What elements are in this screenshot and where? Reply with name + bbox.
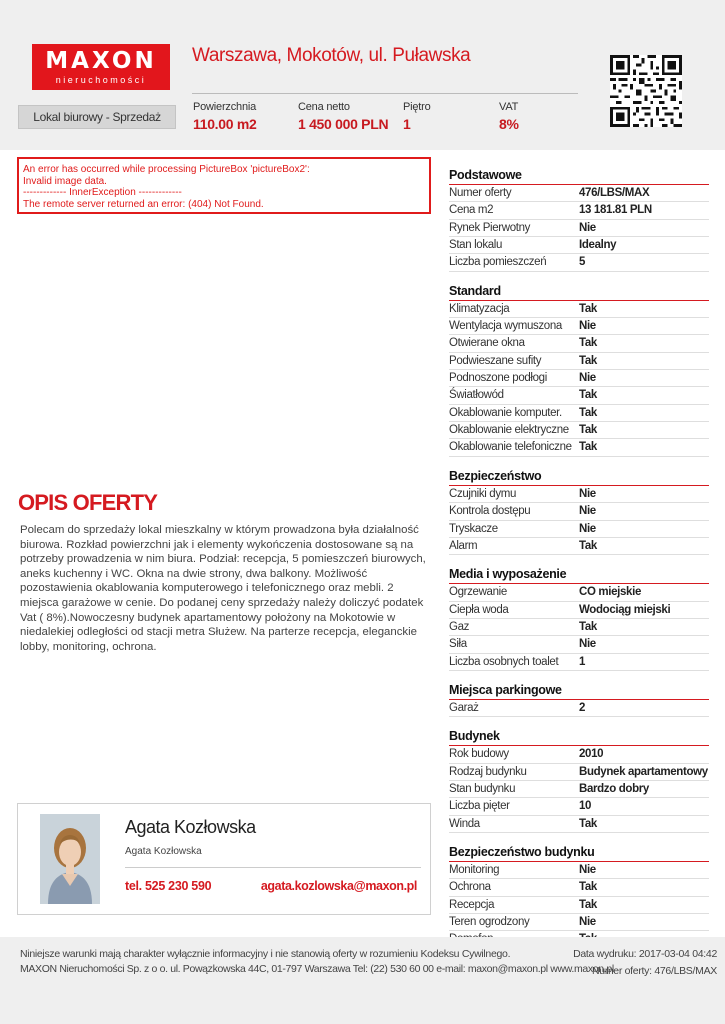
detail-row	[449, 636, 709, 653]
detail-label: Garaż	[449, 701, 479, 714]
detail-label: Tryskacze	[449, 522, 498, 535]
footer-offer-number: Numer oferty: 476/LBS/MAX	[592, 965, 717, 977]
detail-label: Teren ogrodzony	[449, 916, 530, 928]
details-panel	[449, 166, 709, 959]
detail-value: Nie	[579, 487, 596, 500]
detail-row	[449, 538, 709, 555]
detail-label: Otwierane okna	[449, 337, 525, 350]
section-title: Media i wyposażenie	[449, 565, 709, 584]
agent-phone-link[interactable]: tel. 525 230 590	[125, 879, 212, 893]
detail-row	[449, 503, 709, 520]
detail-value: Bardzo dobry	[579, 782, 649, 795]
agent-email-link[interactable]: agata.kozlowska@maxon.pl	[260, 879, 417, 893]
footer	[0, 937, 725, 1024]
detail-row	[449, 237, 709, 254]
logo-main-text: MAXON	[45, 48, 157, 74]
detail-value: Tak	[579, 539, 597, 552]
detail-row	[449, 202, 709, 219]
details-section	[449, 565, 709, 671]
description-text: Polecam do sprzedaży lokal mieszkalny w którym prowadzona była działalność biurowa. Rozkład powierzchni jak i elementy wykończenia dostosowane są na potrzeby prowadzenia w nim biura. Podział: recepcja, 5 pomieszczeń biurowych, aneks kuchenny i WC. Okna na dwie strony, dwa balkony. Możliwość pozostawienia okablowania komputerowego i telefonicznego oraz mebli. 2 miejsca garażowe w cenie. Do podanej ceny sprzedaży należy doliczyć podatek Vat ( 8%).Nowoczesny budynek apartamentowy położony na Mokotowie w niedalekiej odległości od stacji metra Służew. Na parterze recepcja, eleganckie lobby, monitoring, ochrona.	[20, 524, 426, 653]
detail-row	[449, 764, 709, 781]
section-title: Bezpieczeństwo	[449, 467, 709, 486]
detail-value: Idealny	[579, 239, 617, 252]
stat-label: Cena netto	[298, 101, 350, 113]
maxon-logo[interactable]	[32, 44, 170, 90]
detail-value: Nie	[579, 505, 596, 518]
details-section	[449, 467, 709, 555]
image-error-box	[17, 157, 431, 214]
detail-row	[449, 370, 709, 387]
stat-area	[193, 101, 256, 132]
error-line: An error has occurred while processing PictureBox 'pictureBox2':	[23, 164, 310, 175]
detail-label: Stan lokalu	[449, 239, 503, 252]
qr-code-icon[interactable]	[610, 55, 682, 127]
detail-row	[449, 879, 709, 896]
detail-row	[449, 353, 709, 370]
detail-label: Rodzaj budynku	[449, 765, 527, 778]
footer-company-info: MAXON Nieruchomości Sp. z o o. ul. Powązkowska 44C, 01-797 Warszawa Tel: (22) 530 60 00 e-mail: maxon@maxon.pl www.maxon.pl	[20, 963, 614, 975]
details-section	[449, 727, 709, 833]
detail-label: Gaz	[449, 620, 470, 633]
agent-card	[17, 803, 431, 915]
detail-label: Liczba pięter	[449, 800, 510, 813]
detail-value: 10	[579, 800, 592, 813]
detail-value: Nie	[579, 916, 596, 928]
stat-floor	[403, 101, 431, 132]
footer-print-date: Data wydruku: 2017-03-04 04:42	[573, 948, 717, 960]
stat-value: 110.00 m2	[193, 116, 257, 132]
detail-label: Okablowanie elektryczne	[449, 424, 569, 437]
detail-row	[449, 654, 709, 671]
detail-label: Rok budowy	[449, 748, 509, 761]
detail-row	[449, 439, 709, 456]
property-type-badge: Lokal biurowy - Sprzedaż	[18, 105, 176, 129]
detail-value: 5	[579, 256, 586, 269]
detail-row	[449, 584, 709, 601]
details-section	[449, 166, 709, 272]
stat-vat	[499, 101, 519, 132]
header-divider	[192, 93, 578, 94]
stat-label: VAT	[499, 101, 519, 113]
detail-label: Liczba osobnych toalet	[449, 655, 559, 668]
detail-label: Rynek Pierwotny	[449, 221, 531, 234]
detail-value: Tak	[579, 441, 597, 454]
detail-row	[449, 422, 709, 439]
error-line: Invalid image data.	[23, 175, 107, 187]
detail-value: Tak	[579, 898, 597, 911]
section-title: Podstawowe	[449, 166, 709, 185]
detail-value: Nie	[579, 863, 596, 876]
details-section	[449, 282, 709, 457]
detail-value: Nie	[579, 320, 596, 333]
detail-label: Liczba pomieszczeń	[449, 256, 547, 269]
error-line: ------------- InnerException -------------	[23, 187, 182, 198]
detail-label: Winda	[449, 817, 480, 830]
detail-row	[449, 862, 709, 879]
detail-row	[449, 521, 709, 538]
detail-value: Tak	[579, 389, 597, 402]
detail-label: Recepcja	[449, 898, 495, 911]
detail-value: Nie	[579, 372, 596, 385]
detail-value: Wodociąg miejski	[579, 603, 671, 616]
stat-label: Piętro	[403, 101, 431, 113]
detail-value: Tak	[579, 302, 597, 315]
detail-value: 2010	[579, 748, 604, 761]
detail-value: Nie	[579, 638, 596, 651]
description-heading: OPIS OFERTY	[18, 490, 158, 515]
detail-value: Tak	[579, 620, 597, 633]
detail-label: Kontrola dostępu	[449, 505, 531, 518]
detail-value: Tak	[579, 424, 597, 437]
detail-value: Nie	[579, 522, 596, 535]
detail-row	[449, 387, 709, 404]
detail-value: 476/LBS/MAX	[579, 187, 650, 199]
stat-label: Powierzchnia	[193, 101, 257, 113]
agent-name: Agata Kozłowska	[125, 817, 256, 837]
detail-row	[449, 405, 709, 422]
detail-label: Czujniki dymu	[449, 487, 517, 500]
detail-label: Podnoszone podłogi	[449, 372, 547, 385]
detail-row	[449, 700, 709, 717]
agent-divider	[125, 867, 421, 868]
detail-label: Ciepła woda	[449, 603, 509, 616]
header	[0, 0, 725, 150]
error-line: The remote server returned an error: (404) Not Found.	[23, 198, 264, 210]
logo-sub-text: nieruchomości	[55, 75, 147, 85]
footer-disclaimer: Niniejsze warunki mają charakter wyłącznie informacyjny i nie stanowią oferty w rozumieniu Kodeksu Cywilnego.	[20, 948, 511, 960]
detail-row	[449, 185, 709, 202]
detail-label: Numer oferty	[449, 187, 512, 199]
detail-label: Okablowanie telefoniczne	[449, 441, 572, 454]
detail-label: Stan budynku	[449, 782, 516, 795]
detail-label: Podwieszane sufity	[449, 354, 542, 367]
detail-row	[449, 318, 709, 335]
detail-value: Tak	[579, 337, 597, 350]
detail-row	[449, 220, 709, 237]
detail-value: Tak	[579, 881, 597, 894]
detail-row	[449, 798, 709, 815]
detail-label: Ogrzewanie	[449, 586, 507, 599]
agent-subtitle: Agata Kozłowska	[125, 846, 202, 857]
detail-row	[449, 301, 709, 318]
detail-value: 2	[579, 701, 586, 714]
detail-label: Światłowód	[449, 389, 504, 402]
stat-value: 8%	[499, 116, 519, 132]
detail-label: Ochrona	[449, 881, 491, 894]
detail-label: Monitoring	[449, 863, 500, 876]
detail-row	[449, 746, 709, 763]
stat-value: 1	[403, 116, 411, 132]
section-title: Standard	[449, 282, 709, 301]
details-section	[449, 681, 709, 717]
stat-price	[298, 101, 388, 132]
detail-row	[449, 781, 709, 798]
detail-row	[449, 486, 709, 503]
agent-photo	[40, 814, 100, 904]
detail-value: Budynek apartamentowy	[579, 765, 708, 778]
section-title: Budynek	[449, 727, 709, 746]
detail-value: Tak	[579, 406, 597, 419]
detail-row	[449, 254, 709, 271]
detail-label: Alarm	[449, 539, 478, 552]
detail-label: Okablowanie komputer.	[449, 406, 562, 419]
detail-row	[449, 335, 709, 352]
detail-value: Tak	[579, 354, 597, 367]
detail-value: Nie	[579, 221, 596, 234]
detail-value: CO miejskie	[579, 586, 641, 599]
detail-label: Siła	[449, 638, 467, 651]
detail-label: Wentylacja wymuszona	[449, 320, 562, 333]
agent-portrait-image	[40, 814, 100, 904]
section-title: Bezpieczeństwo budynku	[449, 843, 709, 862]
detail-row	[449, 602, 709, 619]
detail-value: 13 181.81 PLN	[579, 204, 652, 217]
detail-row	[449, 619, 709, 636]
detail-row	[449, 914, 709, 931]
detail-row	[449, 816, 709, 833]
detail-label: Klimatyzacja	[449, 302, 510, 315]
section-title: Miejsca parkingowe	[449, 681, 709, 700]
detail-value: Tak	[579, 817, 597, 830]
detail-row	[449, 897, 709, 914]
details-section	[449, 843, 709, 949]
page-title: Warszawa, Mokotów, ul. Puławska	[192, 45, 471, 66]
detail-value: 1	[579, 655, 586, 668]
stat-value: 1 450 000 PLN	[298, 116, 389, 132]
detail-label: Cena m2	[449, 204, 494, 217]
